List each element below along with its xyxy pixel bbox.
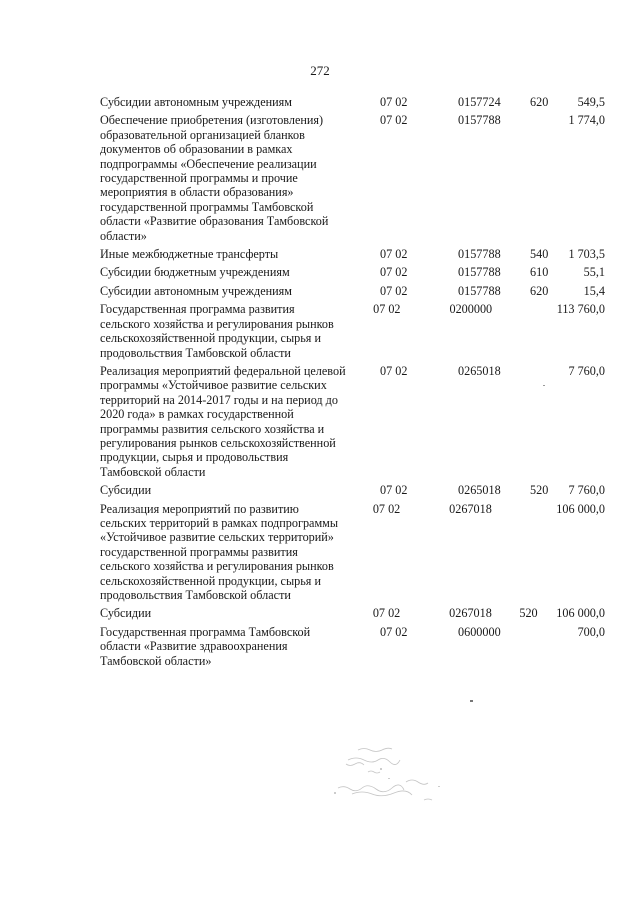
row-amount: 7 760,0 bbox=[568, 363, 605, 378]
row-expense-type-code: 520 bbox=[519, 606, 538, 621]
row-name: Реализация мероприятий по развитию сельских территорий в рамках подпрограммы «Устойчивое развитие сельских территорий» государственной программы развития сельского хозяйства и регулирования рынков сельскохозяйственной продукции, сырья и продовольствия Тамбовской области bbox=[100, 501, 339, 602]
row-name: Субсидии автономным учреждениям bbox=[100, 95, 292, 109]
row-name: Государственная программа развития сельского хозяйства и регулирования рынков сельскохозяйственной продукции, сырья и продовольствия Тамбовской области bbox=[100, 302, 334, 360]
row-name: Реализация мероприятий федеральной целевой программы «Устойчивое развитие сельских территорий на 2014-2017 годы и на период до 2020 года» в рамках государственной программы развития сельского хозяйства и регулирования рынков сельскохозяйственной продукции, сырья и продовольствия Тамбовской области bbox=[100, 363, 346, 479]
row-target-code: 0600000 bbox=[458, 624, 501, 639]
row-target-code: 0157788 bbox=[458, 283, 501, 298]
row-target-code: 0267018 bbox=[449, 501, 492, 516]
row-target-code: 0200000 bbox=[449, 302, 493, 317]
row-target-code: 0157788 bbox=[458, 247, 501, 262]
row-name: Субсидии автономным учреждениям bbox=[100, 283, 292, 298]
row-name: Субсидии bbox=[100, 606, 152, 621]
table-row bbox=[100, 625, 605, 668]
row-name: Субсидии bbox=[100, 483, 152, 498]
row-expense-type-code: 610 bbox=[530, 265, 549, 280]
row-section-code: 07 02 bbox=[380, 283, 408, 298]
row-amount: 113 760,0 bbox=[556, 302, 605, 317]
row-amount: 106 000,0 bbox=[556, 501, 606, 516]
row-name: Субсидии бюджетным учреждениям bbox=[100, 265, 290, 280]
row-name: Государственная программа Тамбовской области «Развитие здравоохранения Тамбовской области» bbox=[100, 624, 311, 668]
row-target-code: 0157788 bbox=[458, 113, 501, 128]
row-section-code: 07 02 bbox=[372, 501, 401, 516]
row-section-code: 07 02 bbox=[380, 247, 408, 262]
row-target-code: 0265018 bbox=[458, 363, 501, 378]
row-section-code: 07 02 bbox=[380, 624, 408, 639]
row-amount: 1 703,5 bbox=[568, 247, 605, 262]
table-row bbox=[100, 113, 605, 243]
row-section-code: 07 02 bbox=[380, 363, 408, 378]
row-name: Обеспечение приобретения (изготовления) образовательной организацией бланков документов об образовании в рамках подпрограммы «Обеспечение реализации государственной программы и прочие мероприятия в области образования» государственной программы Тамбовской области «Развитие образования Тамбовской области» bbox=[100, 113, 329, 243]
table-row bbox=[100, 502, 605, 603]
row-target-code: 0267018 bbox=[449, 606, 492, 621]
row-section-code: 07 02 bbox=[380, 95, 408, 109]
page-number: 272 bbox=[310, 63, 330, 78]
faint-stamp-image bbox=[318, 742, 468, 812]
table-row bbox=[100, 364, 605, 479]
row-amount: 106 000,0 bbox=[556, 606, 606, 621]
table-row bbox=[100, 606, 605, 620]
row-expense-type-code: 520 bbox=[530, 483, 549, 498]
table-row bbox=[100, 95, 605, 109]
row-section-code: 07 02 bbox=[373, 302, 401, 317]
row-section-code: 07 02 bbox=[372, 606, 401, 621]
row-amount: 700,0 bbox=[577, 624, 605, 639]
row-expense-type-code: 620 bbox=[530, 95, 549, 109]
row-amount: 549,5 bbox=[577, 95, 605, 109]
table-row bbox=[100, 483, 605, 497]
table-row bbox=[100, 302, 605, 360]
row-target-code: 0157788 bbox=[458, 265, 501, 280]
row-section-code: 07 02 bbox=[380, 265, 408, 280]
table-row bbox=[100, 247, 605, 261]
budget-table bbox=[100, 95, 605, 672]
row-section-code: 07 02 bbox=[380, 483, 408, 498]
row-amount: 55,1 bbox=[583, 265, 605, 280]
table-row bbox=[100, 284, 605, 298]
row-amount: 15,4 bbox=[583, 283, 605, 298]
row-amount: 7 760,0 bbox=[568, 483, 605, 498]
row-expense-type-code: 620 bbox=[530, 283, 549, 298]
row-section-code: 07 02 bbox=[380, 113, 408, 128]
row-target-code: 0265018 bbox=[458, 483, 501, 498]
row-amount: 1 774,0 bbox=[568, 113, 605, 128]
table-row bbox=[100, 265, 605, 279]
scan-speck bbox=[470, 700, 473, 702]
row-expense-type-code: 540 bbox=[530, 247, 549, 262]
row-target-code: 0157724 bbox=[458, 95, 501, 109]
scan-speck bbox=[543, 385, 545, 386]
row-name: Иные межбюджетные трансферты bbox=[100, 247, 279, 262]
